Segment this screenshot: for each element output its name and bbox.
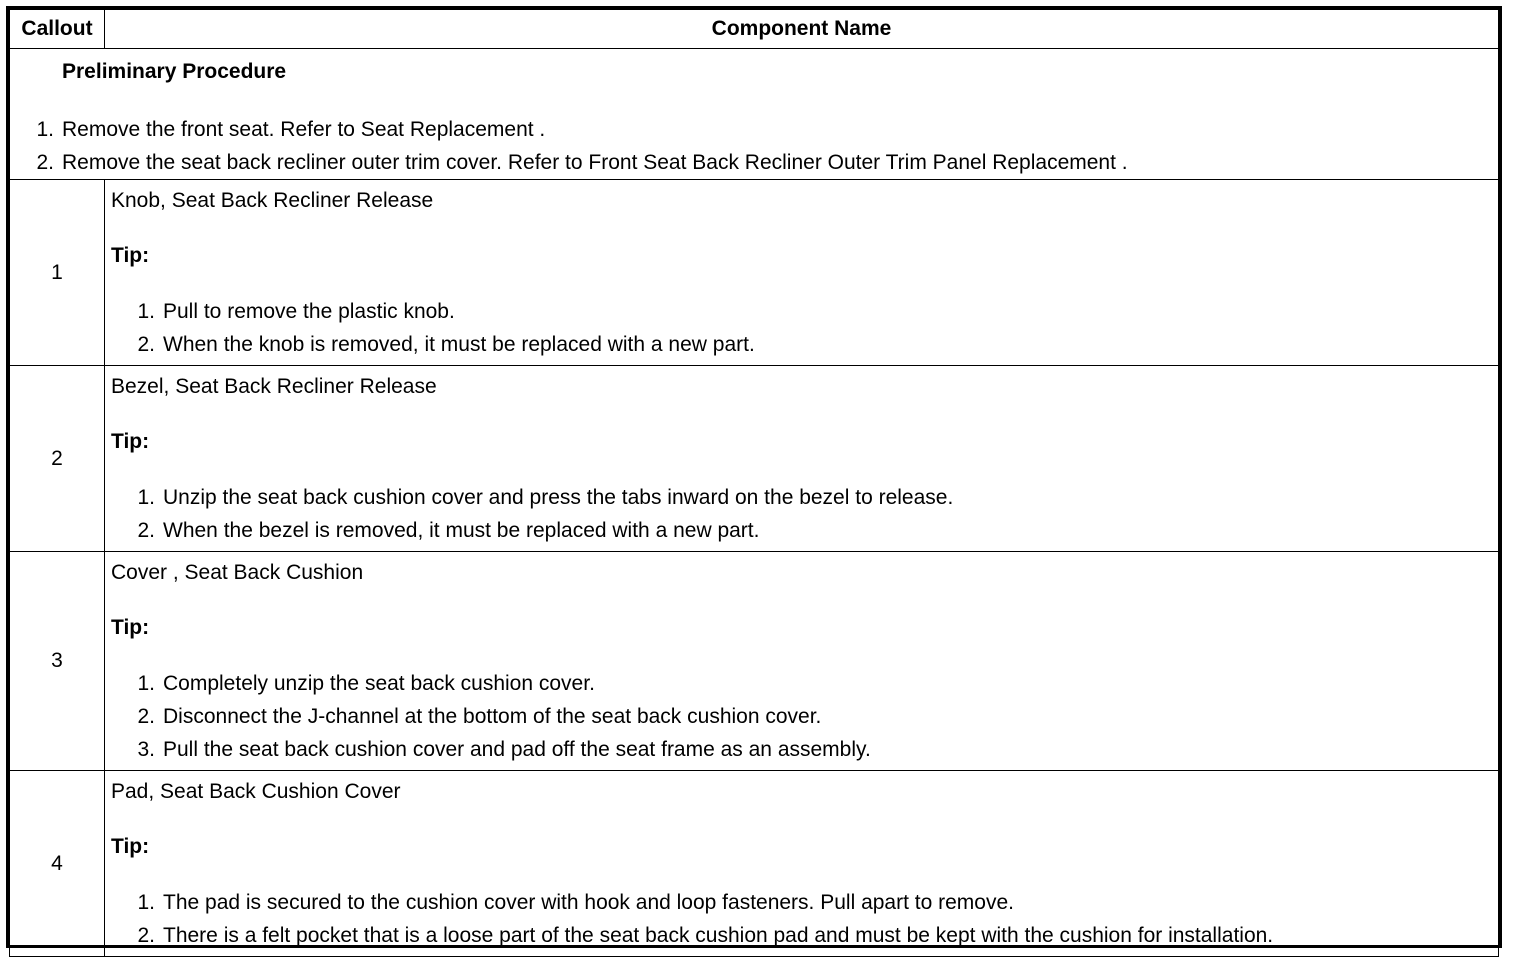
procedure-table-frame [6, 6, 1502, 948]
table-row [10, 771, 1499, 957]
component-cell: Knob, Seat Back Recliner Release Tip: 1. Pull to remove the plastic knob. 2. When the knob is removed, it must be replaced with a new part. [105, 180, 1499, 366]
tip-text: Pull to remove the plastic knob. [163, 300, 455, 323]
tip-text: When the bezel is removed, it must be replaced with a new part. [163, 519, 760, 542]
tip-number: 1. [137, 891, 155, 914]
list-item [111, 733, 1498, 766]
tip-label: Tip [111, 430, 143, 453]
tip-number: 2. [137, 333, 155, 356]
component-name: Cover , Seat Back Cushion [111, 561, 364, 584]
tip-text: Pull the seat back cushion cover and pad off the seat frame as an assembly. [163, 738, 871, 761]
step-number: 1. [36, 118, 54, 141]
component-name: Bezel, Seat Back Recliner Release [111, 375, 437, 398]
component-name: Knob, Seat Back Recliner Release [111, 189, 434, 212]
procedure-table [9, 9, 1499, 957]
tip-text: There is a felt pocket that is a loose part of the seat back cushion pad and must be kept with the cushion for installation. [163, 924, 1274, 947]
list-item [111, 700, 1498, 733]
tip-label: Tip [111, 244, 143, 267]
step-text: Remove the seat back recliner outer trim cover. Refer to Front Seat Back Recliner Outer Trim Panel Replacement . [62, 151, 1128, 174]
tip-list [111, 481, 1498, 547]
step-number: 2. [36, 151, 54, 174]
tip-number: 1. [137, 300, 155, 323]
preliminary-title: Preliminary Procedure [62, 60, 287, 83]
list-item [10, 146, 1498, 179]
list-item [111, 667, 1498, 700]
tip-text: Completely unzip the seat back cushion cover. [163, 672, 595, 695]
list-item [10, 113, 1498, 146]
step-text: Remove the front seat. Refer to Seat Replacement . [62, 118, 546, 141]
header-component-name: Component Name [105, 10, 1499, 49]
tip-text: Disconnect the J-channel at the bottom of the seat back cushion cover. [163, 705, 822, 728]
tip-number: 3. [137, 738, 155, 761]
header-callout: Callout [10, 10, 105, 49]
tip-number: 2. [137, 924, 155, 947]
tip-number: 2. [137, 519, 155, 542]
callout-number: 3 [10, 552, 105, 771]
callout-number: 1 [10, 180, 105, 366]
callout-number: 2 [10, 366, 105, 552]
tip-number: 1. [137, 672, 155, 695]
tip-text: The pad is secured to the cushion cover with hook and loop fasteners. Pull apart to remove. [163, 891, 1014, 914]
preliminary-row [10, 49, 1499, 180]
list-item [111, 328, 1498, 361]
preliminary-cell [10, 49, 1499, 180]
table-row [10, 180, 1499, 366]
preliminary-steps [10, 113, 1498, 179]
component-cell: Bezel, Seat Back Recliner Release Tip: 1. Unzip the seat back cushion cover and press the tabs inward on the bezel to release. 2. When the bezel is removed, it must be replaced with a new part. [105, 366, 1499, 552]
list-item [111, 481, 1498, 514]
tip-label: Tip [111, 616, 143, 639]
component-name: Pad, Seat Back Cushion Cover [111, 780, 401, 803]
list-item [111, 919, 1498, 952]
table-row [10, 552, 1499, 771]
tip-list [111, 886, 1498, 952]
tip-list [111, 667, 1498, 766]
tip-number: 2. [137, 705, 155, 728]
component-cell: Cover , Seat Back Cushion Tip: 1. Completely unzip the seat back cushion cover. 2. Disconnect the J-channel at the bottom of the seat back cushion cover. 3. Pull the seat back cushion cover and pad off the seat frame as an assembly. [105, 552, 1499, 771]
component-cell: Pad, Seat Back Cushion Cover Tip: 1. The pad is secured to the cushion cover with hook and loop fasteners. Pull apart to remove. 2. There is a felt pocket that is a loose part of the seat back cushion pad and must be kept with the cushion for installation. [105, 771, 1499, 957]
list-item [111, 514, 1498, 547]
callout-number: 4 [10, 771, 105, 957]
tip-text: When the knob is removed, it must be replaced with a new part. [163, 333, 755, 356]
tip-label: Tip [111, 835, 143, 858]
header-row [10, 10, 1499, 49]
tip-text: Unzip the seat back cushion cover and press the tabs inward on the bezel to release. [163, 486, 954, 509]
list-item [111, 886, 1498, 919]
tip-list [111, 295, 1498, 361]
table-row [10, 366, 1499, 552]
tip-number: 1. [137, 486, 155, 509]
list-item [111, 295, 1498, 328]
